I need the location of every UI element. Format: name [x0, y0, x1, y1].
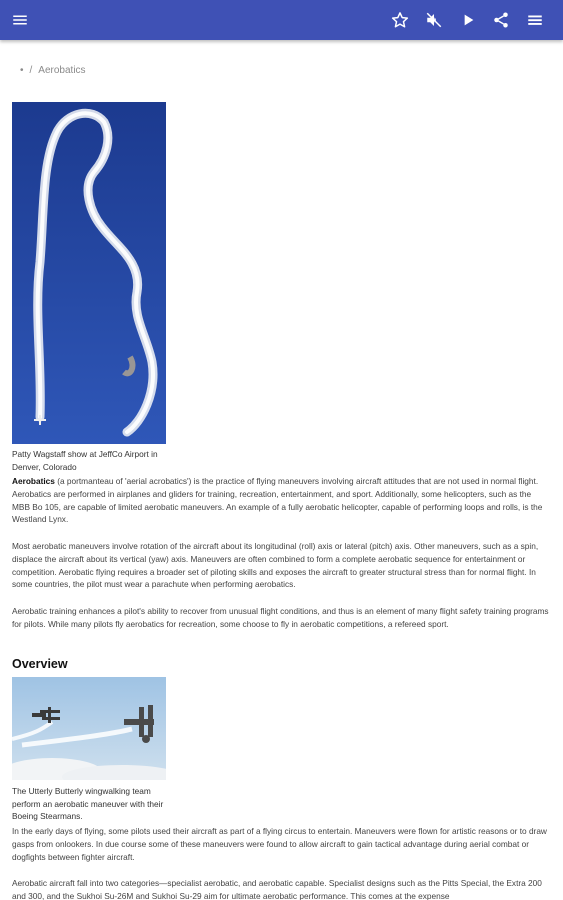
list-icon[interactable]	[523, 8, 547, 32]
overview-heading: Overview	[12, 657, 68, 671]
star-outline-icon[interactable]	[388, 8, 412, 32]
breadcrumb-separator: /	[29, 65, 33, 76]
paragraph-5: Aerobatic aircraft fall into two categories—specialist aerobatic, and aerobatic capable. Specialist designs such as the Pitts Special, the Extra 200 and 300, and the Sukhoi Su-26M and Sukhoi Su-29 aim for ultimate aerobatic performance. This comes at the expense	[12, 878, 542, 900]
menu-icon[interactable]	[8, 8, 32, 32]
breadcrumb-home-link[interactable]: •	[20, 65, 24, 76]
app-bar	[0, 0, 563, 40]
figure1-caption: Patty Wagstaff show at JeffCo Airport in Denver, Colorado	[12, 449, 158, 472]
aerobatic-smoke-photo[interactable]	[12, 102, 166, 444]
volume-off-icon[interactable]	[422, 8, 446, 32]
paragraph-2: Most aerobatic maneuvers involve rotation of the aircraft about its longitudinal (roll) axis or lateral (pitch) axis. Other maneuvers, such as a spin, displace the aircraft about its vertical (yaw) axis. Maneuvers are often combined to form a complete aerobatic sequence for entertainment or competition. Aerobatic flying requires a broader set of piloting skills and exposes the aircraft to greater structural stress than for normal flight. In some countries, the pilot must wear a parachute when performing aerobatics.	[12, 541, 539, 590]
intro-text: (a portmanteau of 'aerial acrobatics') is the practice of flying maneuvers involving aircraft attitudes that are not used in normal flight. Aerobatics are performed in airplanes and gliders for training, recreation, entertainment, and sport. Additionally, some helicopters, such as the MBB Bo 105, are capable of limited aerobatic maneuvers. An example of a fully aerobatic helicopter, capable of performing loops and rolls, is the Westland Lynx.	[12, 476, 543, 525]
wingwalking-photo[interactable]	[12, 677, 166, 780]
intro-bold-term: Aerobatics	[12, 476, 55, 486]
article-content	[0, 40, 563, 900]
breadcrumb	[20, 65, 86, 76]
share-icon[interactable]	[489, 8, 513, 32]
play-icon[interactable]	[456, 8, 480, 32]
breadcrumb-current: Aerobatics	[38, 65, 86, 76]
figure2-caption: The Utterly Butterly wingwalking team perform an aerobatic maneuver with their Boeing Stearmans.	[12, 786, 164, 821]
paragraph-3: Aerobatic training enhances a pilot's ability to recover from unusual flight conditions, and thus is an element of many flight safety training programs for pilots. While many pilots fly aerobatics for recreation, some choose to fly in aerobatic competitions, a refereed sport.	[12, 606, 549, 629]
intro-paragraph	[12, 475, 550, 526]
paragraph-4: In the early days of flying, some pilots used their aircraft as part of a flying circus to entertain. Maneuvers were flown for artistic reasons or to draw gasps from onlookers. In due course some of these maneuvers were found to allow aircraft to gain tactical advantage during aerial combat or dogfights between fighter aircraft.	[12, 826, 547, 862]
